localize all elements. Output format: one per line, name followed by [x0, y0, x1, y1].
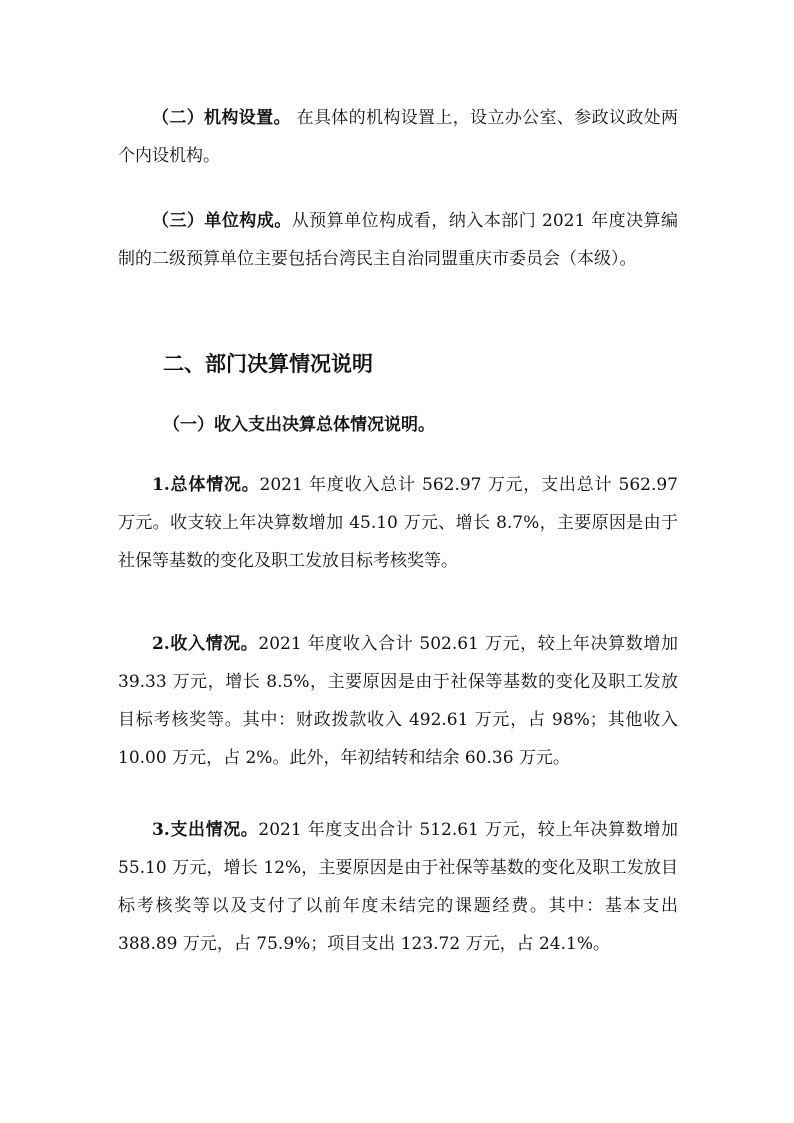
- paragraph-org-setup: [118, 99, 678, 175]
- paragraph-income: [118, 625, 678, 777]
- paragraph-lead: 2.收入情况。: [152, 634, 259, 654]
- paragraph-lead: 1.总体情况。: [152, 475, 260, 495]
- paragraph-overall: [118, 466, 678, 580]
- paragraph-body: 2021 年度支出合计 512.61 万元，较上年决算数增加 55.10 万元，增长 12%，主要原因是由于社保等基数的变化及职工发放目标考核奖等以及支付了以前年度未结完的课题经费。其中：基本支出 388.89 万元，占 75.9%；项目支出 123.72 万元，占 24.1%。: [118, 820, 678, 954]
- paragraph-lead: 3.支出情况。: [152, 820, 259, 840]
- paragraph-body: 2021 年度收入总计 562.97 万元，支出总计 562.97 万元。收支较上年决算数增加 45.10 万元、增长 8.7%，主要原因是由于社保等基数的变化及职工发放目标考核奖等。: [118, 475, 678, 571]
- section-heading: 二、部门决算情况说明: [163, 352, 373, 376]
- subsection-heading: （一）收入支出决算总体情况说明。: [163, 415, 435, 435]
- paragraph-expense: [118, 811, 678, 963]
- paragraph-lead: （二）机构设置。: [152, 108, 291, 128]
- paragraph-body: 在具体的机构设置上，设立办公室、参政议政处两个内设机构。: [118, 108, 678, 166]
- paragraph-body: 从预算单位构成看，纳入本部门 2021 年度决算编制的二级预算单位主要包括台湾民主自治同盟重庆市委员会（本级）。: [118, 211, 679, 269]
- paragraph-lead: （三）单位构成。: [152, 211, 292, 231]
- paragraph-unit-composition: [118, 202, 678, 278]
- paragraph-body: 2021 年度收入合计 502.61 万元，较上年决算数增加 39.33 万元，增长 8.5%，主要原因是由于社保等基数的变化及职工发放目标考核奖等。其中：财政拨款收入 492.61 万元，占 98%；其他收入 10.00 万元，占 2%。此外，年初结转和结余 60.36 万元。: [118, 634, 678, 768]
